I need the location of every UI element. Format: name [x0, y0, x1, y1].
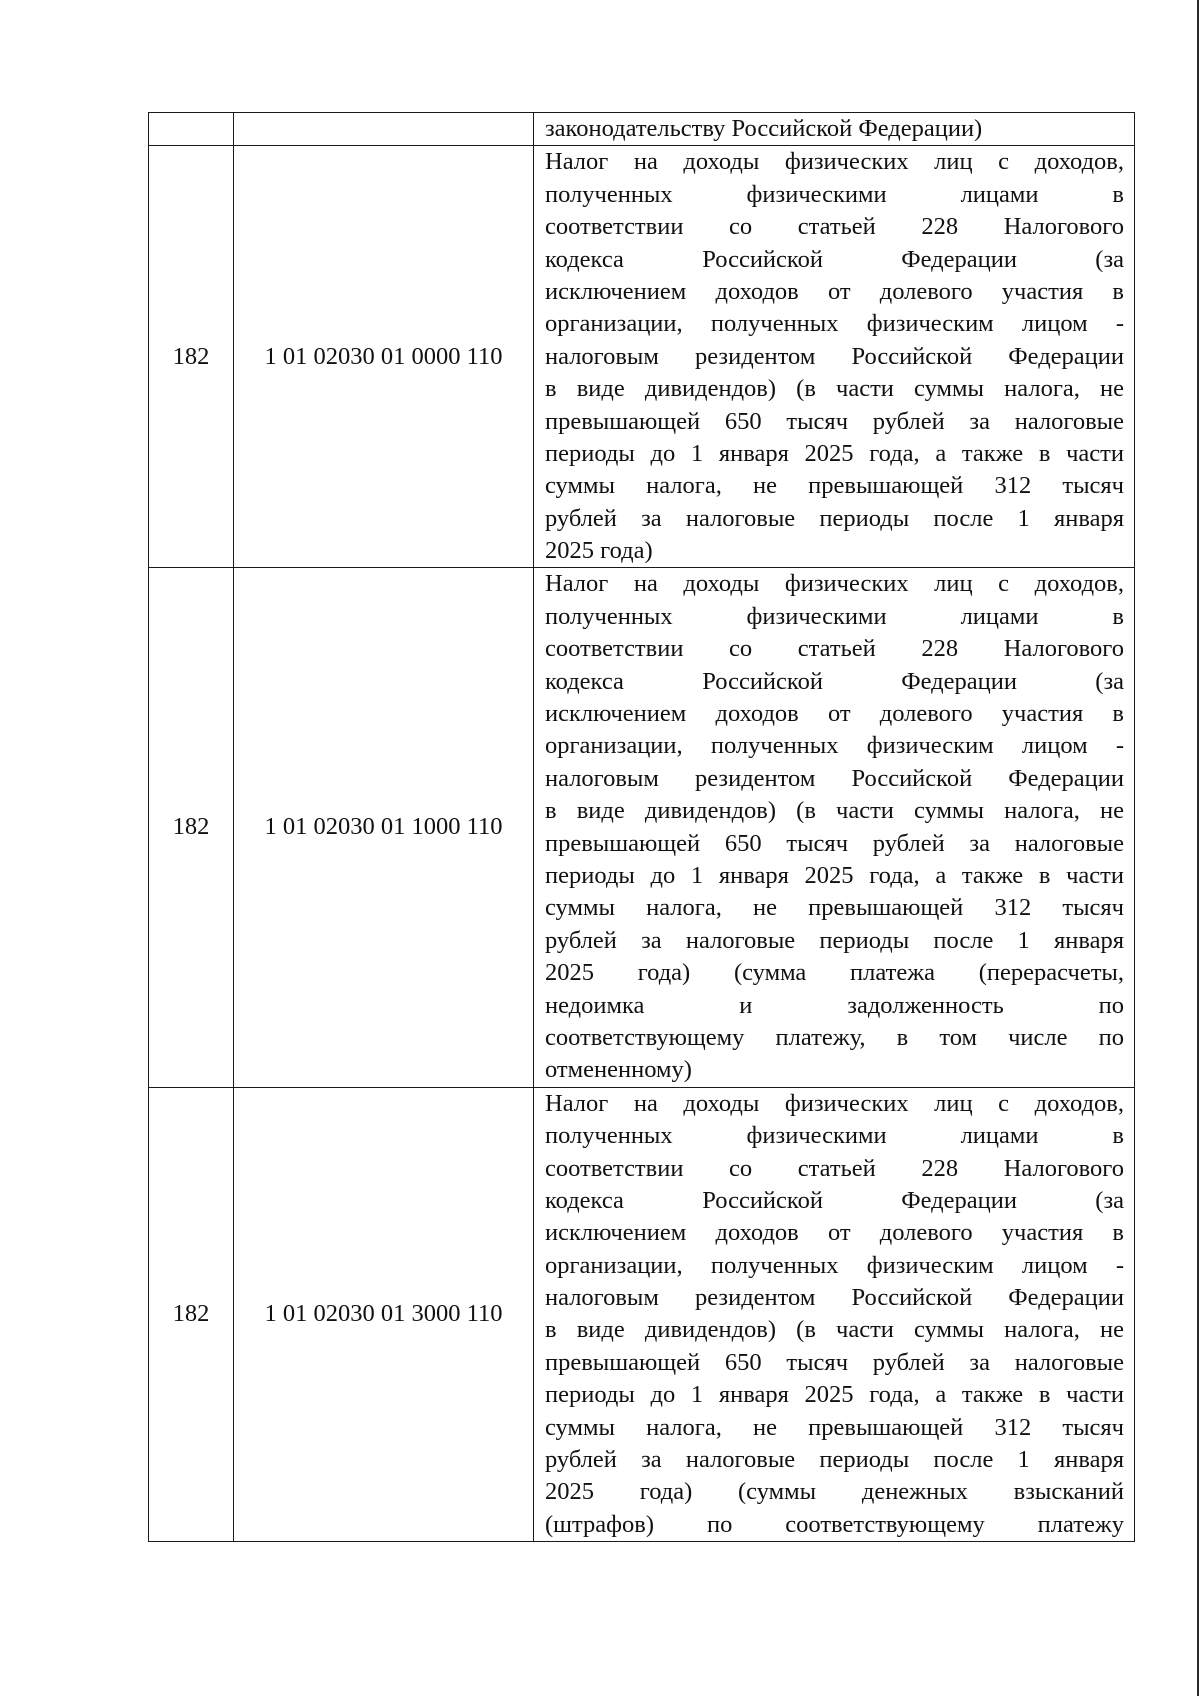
revenue-name-line: соответствии со статьей 228 Налогового [545, 213, 1124, 241]
revenue-name-line: Налог на доходы физических лиц с доходов, [545, 570, 1124, 598]
revenue-name-line: полученных физическими лицами в [545, 1122, 1124, 1150]
revenue-name-line: суммы налога, не превышающей 312 тысяч [545, 894, 1124, 922]
revenue-name-line: суммы налога, не превышающей 312 тысяч [545, 1413, 1124, 1441]
admin-code-cell [149, 113, 234, 146]
revenue-name-line: рублей за налоговые периоды после 1 января [545, 1446, 1124, 1474]
revenue-name-line: Налог на доходы физических лиц с доходов, [545, 148, 1124, 176]
table-body [149, 113, 1135, 1542]
revenue-name-line: законодательству Российской Федерации) [545, 115, 983, 142]
revenue-name-line: недоимка и задолженность по [545, 991, 1124, 1019]
revenue-name-line: исключением доходов от долевого участия в [545, 1219, 1124, 1247]
revenue-name-line: полученных физическими лицами в [545, 180, 1124, 208]
revenue-name-line: периоды до 1 января 2025 года, а также в части [545, 861, 1124, 889]
revenue-name-line: исключением доходов от долевого участия в [545, 700, 1124, 728]
revenue-name-line: 2025 года) (сумма платежа (перерасчеты, [545, 959, 1124, 987]
revenue-name-line: превышающей 650 тысяч рублей за налоговые [545, 407, 1124, 435]
revenue-name-line: исключением доходов от долевого участия в [545, 277, 1124, 305]
revenue-name-line: отмененному) [545, 1056, 692, 1084]
revenue-name-line: периоды до 1 января 2025 года, а также в части [545, 1381, 1124, 1409]
revenue-name-line: соответствующему платежу, в том числе по [545, 1023, 1124, 1051]
revenue-name-line: 2025 года) [545, 537, 653, 565]
admin-code-cell: 182 [149, 1087, 234, 1541]
admin-code-cell: 182 [149, 568, 234, 1087]
revenue-name-line: превышающей 650 тысяч рублей за налоговые [545, 1348, 1124, 1376]
revenue-name-line: налоговым резидентом Российской Федерации [545, 1284, 1124, 1312]
revenue-name-line: (штрафов) по соответствующему платежу [545, 1510, 1124, 1538]
table-row [149, 146, 1135, 568]
revenue-name-line: превышающей 650 тысяч рублей за налоговые [545, 829, 1124, 857]
admin-code-cell: 182 [149, 146, 234, 568]
revenue-name-cell [534, 568, 1135, 1087]
revenue-name-line: кодекса Российской Федерации (за [545, 1186, 1124, 1214]
revenue-name-cell [534, 146, 1135, 568]
revenue-name-line: соответствии со статьей 228 Налогового [545, 1154, 1124, 1182]
budget-classification-code-cell: 1 01 02030 01 1000 110 [234, 568, 534, 1087]
revenue-name-cell [534, 1087, 1135, 1541]
revenue-name-line: организации, полученных физическим лицом - [545, 1251, 1124, 1279]
revenue-name-line: соответствии со статьей 228 Налогового [545, 635, 1124, 663]
budget-classification-code-cell: 1 01 02030 01 3000 110 [234, 1087, 534, 1541]
revenue-name-line: рублей за налоговые периоды после 1 января [545, 926, 1124, 954]
revenue-name-line: 2025 года) (суммы денежных взысканий [545, 1478, 1124, 1506]
table-row [149, 113, 1135, 146]
revenue-name-line: кодекса Российской Федерации (за [545, 245, 1124, 273]
revenue-name-line: в виде дивидендов) (в части суммы налога, не [545, 1316, 1124, 1344]
page-edge-line [1197, 0, 1199, 1696]
table-row [149, 1087, 1135, 1541]
revenue-codes-table [148, 112, 1135, 1542]
revenue-name-line: периоды до 1 января 2025 года, а также в части [545, 439, 1124, 467]
revenue-name-line: налоговым резидентом Российской Федерации [545, 764, 1124, 792]
revenue-name-line: Налог на доходы физических лиц с доходов, [545, 1089, 1124, 1117]
table-row [149, 568, 1135, 1087]
revenue-name-line: суммы налога, не превышающей 312 тысяч [545, 472, 1124, 500]
revenue-name-line: кодекса Российской Федерации (за [545, 667, 1124, 695]
revenue-name-cell [534, 113, 1135, 146]
revenue-name-line: в виде дивидендов) (в части суммы налога, не [545, 375, 1124, 403]
revenue-name-line: рублей за налоговые периоды после 1 января [545, 504, 1124, 532]
revenue-name-line: организации, полученных физическим лицом - [545, 732, 1124, 760]
revenue-name-line: в виде дивидендов) (в части суммы налога, не [545, 797, 1124, 825]
budget-classification-code-cell: 1 01 02030 01 0000 110 [234, 146, 534, 568]
budget-classification-code-cell [234, 113, 534, 146]
revenue-name-line: полученных физическими лицами в [545, 602, 1124, 630]
revenue-name-line: налоговым резидентом Российской Федерации [545, 342, 1124, 370]
revenue-name-line: организации, полученных физическим лицом - [545, 310, 1124, 338]
